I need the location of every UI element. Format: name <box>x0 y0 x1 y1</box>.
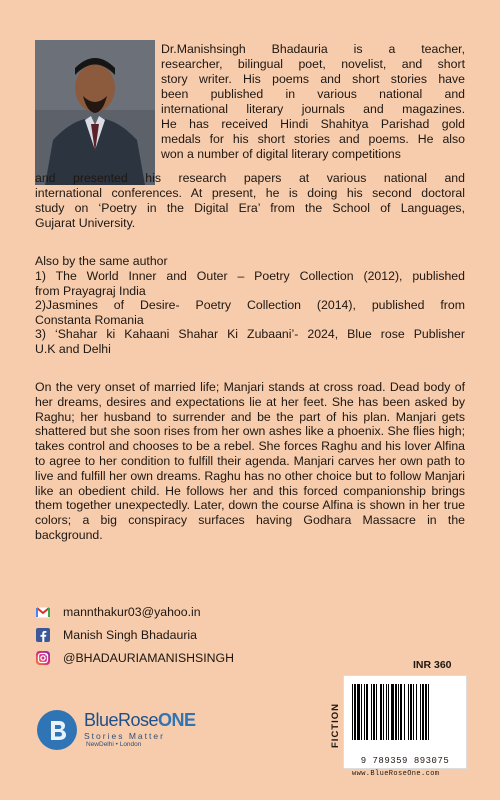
bio-line: study on ‘Poetry in the Digital Era’ from the School of Languages, <box>35 201 465 215</box>
bio-line: won a number of digital literary competitions <box>161 147 401 161</box>
bio-line: medals for his short stories and poems. He also <box>161 132 465 146</box>
book-item: U.K and Delhi <box>35 341 111 356</box>
barcode-graphic <box>344 676 466 748</box>
facebook-row[interactable] <box>35 625 234 645</box>
bio-line: been published in various national and <box>161 87 465 101</box>
facebook-text: Manish Singh Bhadauria <box>63 628 197 642</box>
instagram-row[interactable] <box>35 648 234 668</box>
publisher-tagline: Stories Matter <box>84 731 165 741</box>
also-by-heading: Also by the same author <box>35 254 168 268</box>
bio-line: story writer. His poems and short stories have <box>161 72 465 86</box>
publisher-name-suffix: ONE <box>158 710 196 730</box>
bio-line: Dr.Manishsingh Bhadauria is a teacher, <box>161 42 465 56</box>
author-photo <box>35 40 155 185</box>
email-text: mannthakur03@yahoo.in <box>63 605 201 619</box>
book-item: 1) The World Inner and Outer – Poetry Collection (2012), published <box>35 269 465 283</box>
instagram-icon <box>35 650 51 666</box>
publisher-name: BlueRose <box>84 710 159 730</box>
gmail-icon <box>35 604 51 620</box>
facebook-icon <box>35 627 51 643</box>
isbn-barcode <box>343 675 467 769</box>
email-row[interactable] <box>35 602 234 622</box>
book-item: 3) ‘Shahar ki Kahaani Shahar Ki Zubaani’- 2024, Blue rose Publisher <box>35 327 465 342</box>
publisher-logo <box>84 710 196 748</box>
contact-list <box>35 602 234 671</box>
instagram-text: @BHADAURIAMANISHSINGH <box>63 651 234 665</box>
bio-line: international conferences. At present, he is doing his second doctoral <box>35 186 465 200</box>
bio-line: Gujarat University. <box>35 216 136 230</box>
book-list <box>35 269 465 357</box>
bio-line: international literary journals and magazines. <box>161 102 465 116</box>
bio-line: researcher, bilingual poet, novelist, and short <box>161 57 465 71</box>
bluerose-logo-icon <box>37 710 77 750</box>
genre-label: FICTION <box>330 703 341 748</box>
book-item: 2)Jasmines of Desire- Poetry Collection (2014), published from <box>35 298 465 313</box>
book-item: from Prayagraj India <box>35 283 146 298</box>
bio-line: He has received Hindi Shahitya Parishad gold <box>161 117 465 131</box>
price-label: INR 360 <box>413 659 452 671</box>
book-blurb: On the very onset of married life; Manjari stands at cross road. Dead body of her dreams, desires and expectations lie at her feet. She has been asked by Raghu; her husband to surrender and be the part of his plan. Manjari gets shattered but she soon rises from her own ashes like a phoenix. She flies high; takes control and chooses to be a rebel. She forces Raghu and his lover Alfina to agree to her condition to fulfill their agenda. Manjari carves her own path to live and fulfill her own dreams. Raghu has no other choice but to follow Manjari like an obedient child. He follows her and this forced companionship brings them together unexpectedly. Later, down the course Alfina is shown in her true colors; a big conspiracy surfaces having Godhara Massacre in the background. <box>35 380 465 542</box>
bio-line: and presented his research papers at various national and <box>35 171 465 185</box>
publisher-cities: NewDelhi • London <box>86 741 142 748</box>
isbn-number: 9 789359 893075 <box>360 756 450 766</box>
publisher-website: www.BlueRoseOne.com <box>352 770 440 778</box>
book-item: Constanta Romania <box>35 312 144 327</box>
